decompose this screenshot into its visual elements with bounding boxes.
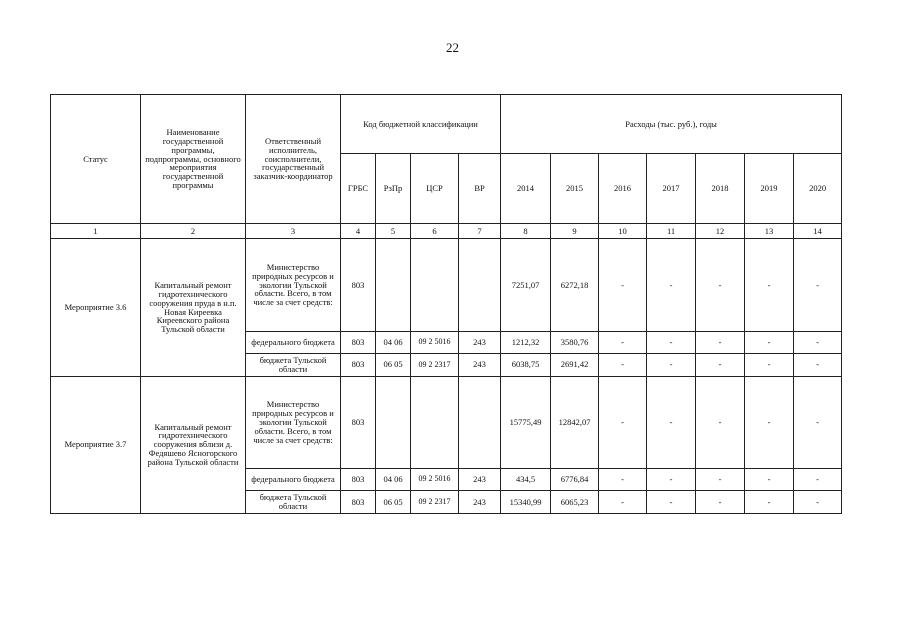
row-value-2017: - <box>647 354 696 377</box>
row-grbs: 803 <box>341 239 376 331</box>
header-executor: Ответственный исполнитель, соисполнители, государственный заказчик-координатор <box>246 95 341 224</box>
column-number: 3 <box>246 224 341 239</box>
row-value-2018: - <box>696 468 745 491</box>
header-year-2015: 2015 <box>551 154 599 224</box>
row-value-2014: 1212,32 <box>501 331 551 354</box>
row-value-2020: - <box>794 491 842 514</box>
row-value-2015: 3580,76 <box>551 331 599 354</box>
row-value-2016: - <box>599 376 647 468</box>
row-vr <box>459 376 501 468</box>
column-number: 13 <box>745 224 794 239</box>
row-value-2018: - <box>696 354 745 377</box>
header-budget-code: Код бюджетной классификации <box>341 95 501 154</box>
row-rzpr: 06 05 <box>376 491 411 514</box>
row-value-2019: - <box>745 354 794 377</box>
row-value-2017: - <box>647 331 696 354</box>
row-value-2018: - <box>696 376 745 468</box>
row-value-2014: 15340,99 <box>501 491 551 514</box>
row-vr: 243 <box>459 491 501 514</box>
header-year-2019: 2019 <box>745 154 794 224</box>
header-status: Статус <box>51 95 141 224</box>
row-value-2015: 6065,23 <box>551 491 599 514</box>
row-csr: 09 2 2317 <box>411 491 459 514</box>
column-number: 9 <box>551 224 599 239</box>
header-year-2014: 2014 <box>501 154 551 224</box>
header-row-1 <box>51 95 842 154</box>
row-value-2014: 434,5 <box>501 468 551 491</box>
row-value-2016: - <box>599 491 647 514</box>
row-vr: 243 <box>459 468 501 491</box>
column-number: 12 <box>696 224 745 239</box>
column-number: 1 <box>51 224 141 239</box>
header-year-2018: 2018 <box>696 154 745 224</box>
row-value-2019: - <box>745 468 794 491</box>
row-value-2019: - <box>745 491 794 514</box>
page-number: 22 <box>446 40 459 55</box>
column-number: 5 <box>376 224 411 239</box>
table-row <box>51 376 842 468</box>
header-year-2017: 2017 <box>647 154 696 224</box>
row-value-2017: - <box>647 239 696 331</box>
row-value-2018: - <box>696 239 745 331</box>
row-csr: 09 2 2317 <box>411 354 459 377</box>
row-executor: Министерство природных ресурсов и экологии Тульской области. Всего, в том числе за счет средств: <box>246 376 341 468</box>
row-value-2017: - <box>647 491 696 514</box>
row-value-2014: 7251,07 <box>501 239 551 331</box>
row-grbs: 803 <box>341 331 376 354</box>
budget-table <box>50 94 842 514</box>
row-value-2015: 6272,18 <box>551 239 599 331</box>
row-executor: федерального бюджета <box>246 468 341 491</box>
row-status: Мероприятие 3.7 <box>51 376 141 513</box>
row-value-2018: - <box>696 491 745 514</box>
header-expenses: Расходы (тыс. руб.), годы <box>501 95 842 154</box>
row-value-2019: - <box>745 331 794 354</box>
row-csr: 09 2 5016 <box>411 468 459 491</box>
column-number: 10 <box>599 224 647 239</box>
row-value-2018: - <box>696 331 745 354</box>
header-rzpr: РзПр <box>376 154 411 224</box>
row-executor: бюджета Тульской области <box>246 354 341 377</box>
row-csr: 09 2 5016 <box>411 331 459 354</box>
table-row <box>51 239 842 331</box>
row-name: Капитальный ремонт гидротехнического сооружения пруда в н.п. Новая Киреевка Киреевского района Тульской области <box>141 239 246 376</box>
header-vr: ВР <box>459 154 501 224</box>
row-executor: бюджета Тульской области <box>246 491 341 514</box>
row-value-2016: - <box>599 331 647 354</box>
row-value-2017: - <box>647 376 696 468</box>
header-year-2016: 2016 <box>599 154 647 224</box>
row-rzpr <box>376 376 411 468</box>
row-value-2014: 15775,49 <box>501 376 551 468</box>
row-rzpr: 06 05 <box>376 354 411 377</box>
row-executor: федерального бюджета <box>246 331 341 354</box>
row-grbs: 803 <box>341 376 376 468</box>
column-number: 4 <box>341 224 376 239</box>
row-grbs: 803 <box>341 468 376 491</box>
row-value-2020: - <box>794 354 842 377</box>
row-value-2016: - <box>599 354 647 377</box>
row-value-2014: 6038,75 <box>501 354 551 377</box>
row-value-2019: - <box>745 376 794 468</box>
column-number: 2 <box>141 224 246 239</box>
row-rzpr: 04 06 <box>376 331 411 354</box>
row-value-2015: 2691,42 <box>551 354 599 377</box>
row-value-2019: - <box>745 239 794 331</box>
column-number: 8 <box>501 224 551 239</box>
column-number: 7 <box>459 224 501 239</box>
row-rzpr <box>376 239 411 331</box>
row-value-2015: 12842,07 <box>551 376 599 468</box>
row-vr: 243 <box>459 331 501 354</box>
row-csr <box>411 239 459 331</box>
row-status: Мероприятие 3.6 <box>51 239 141 376</box>
row-vr: 243 <box>459 354 501 377</box>
row-value-2020: - <box>794 376 842 468</box>
row-rzpr: 04 06 <box>376 468 411 491</box>
row-value-2015: 6776,84 <box>551 468 599 491</box>
row-value-2020: - <box>794 331 842 354</box>
row-value-2020: - <box>794 468 842 491</box>
row-csr <box>411 376 459 468</box>
row-value-2016: - <box>599 239 647 331</box>
row-grbs: 803 <box>341 491 376 514</box>
row-vr <box>459 239 501 331</box>
row-grbs: 803 <box>341 354 376 377</box>
header-csr: ЦСР <box>411 154 459 224</box>
column-number: 14 <box>794 224 842 239</box>
row-value-2017: - <box>647 468 696 491</box>
column-number: 11 <box>647 224 696 239</box>
row-value-2020: - <box>794 239 842 331</box>
column-number: 6 <box>411 224 459 239</box>
row-executor: Министерство природных ресурсов и экологии Тульской области. Всего, в том числе за счет средств: <box>246 239 341 331</box>
row-value-2016: - <box>599 468 647 491</box>
header-name: Наименование государственной программы, подпрограммы, основного мероприятия государственной программы <box>141 95 246 224</box>
row-name: Капитальный ремонт гидротехнического сооружения вблизи д. Федяшево Ясногорского района Тульской области <box>141 376 246 513</box>
column-number-row <box>51 224 842 239</box>
header-grbs: ГРБС <box>341 154 376 224</box>
header-year-2020: 2020 <box>794 154 842 224</box>
